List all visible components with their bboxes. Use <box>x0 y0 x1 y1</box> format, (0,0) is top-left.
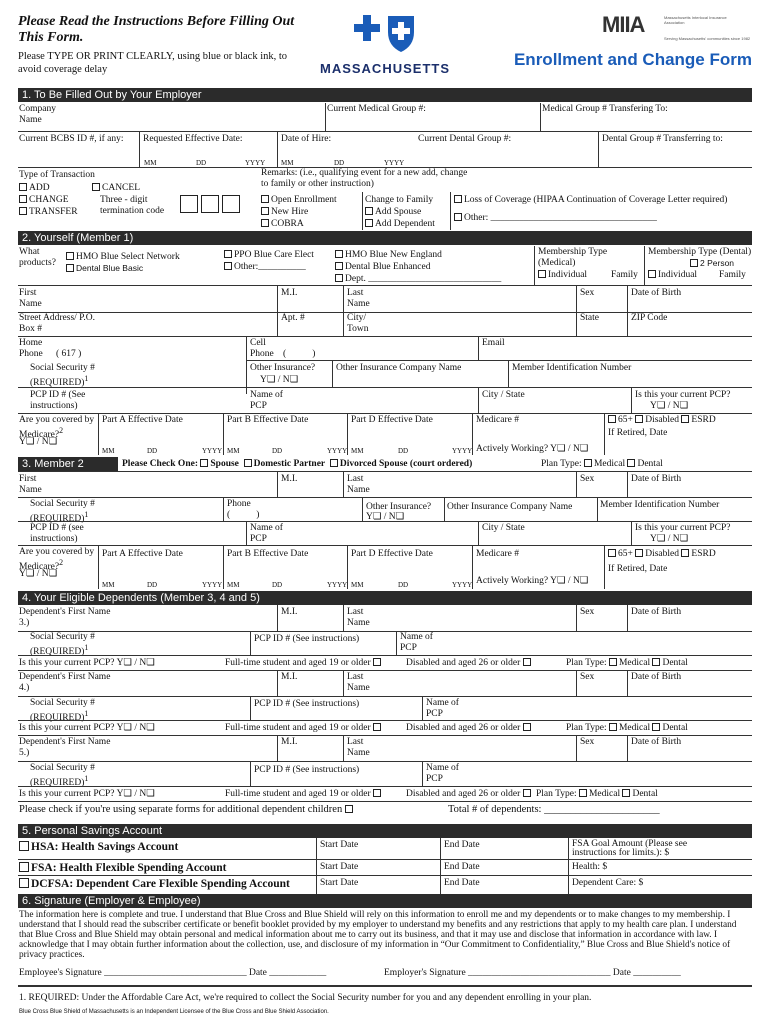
m2-first-name-label: First Name <box>19 474 42 495</box>
pcp-id-label: PCP ID # (See instructions) <box>30 390 86 411</box>
remarks-label: Remarks: (i.e., qualifying event for a new add, change to family or other instruction) <box>261 168 468 189</box>
mm-label: MM <box>102 447 115 455</box>
transfer-checkbox[interactable]: TRANSFER <box>19 207 78 218</box>
ssn-label: Social Security # (REQUIRED)$^1$ <box>30 363 95 388</box>
dep3-plan-type[interactable]: Plan Type: Medical Dental <box>566 658 688 668</box>
m2-medicare-status-checkboxes[interactable]: 65+ Disabled ESRD <box>608 549 716 560</box>
date-of-hire-label: Date of Hire: <box>281 134 332 144</box>
current-pcp-label: Is this your current PCP? <box>635 390 731 400</box>
dep3-first-name-label: Dependent's First Name 3.) <box>19 607 111 628</box>
employee-signature-field[interactable]: Employee's Signature ______________________________ Date ____________ <box>19 968 327 978</box>
member2-plan-type[interactable]: Plan Type: Medical Dental <box>541 459 663 469</box>
dd-label: DD <box>147 581 158 589</box>
type-of-transaction-label: Type of Transaction <box>19 170 95 180</box>
zip-label: ZIP Code <box>631 313 668 323</box>
mm-label: MM <box>351 581 364 589</box>
yyyy-label: YYYY <box>245 159 266 167</box>
m2-phone-area-code[interactable]: ( ) <box>227 510 260 520</box>
dep5-plan-type[interactable]: Plan Type: Medical Dental <box>536 789 658 799</box>
dep4-fulltime-checkbox[interactable]: Full-time student and aged 19 or older <box>225 723 383 734</box>
dep5-dob-label: Date of Birth <box>631 737 682 747</box>
home-phone-area-code[interactable]: ( 617 ) <box>56 349 82 359</box>
medicare-status-checkboxes[interactable]: 65+ Disabled ESRD <box>608 415 716 426</box>
hsa-checkbox[interactable]: HSA: Health Savings Account <box>19 841 178 853</box>
m2-city-state-label: City / State <box>482 523 525 533</box>
m2-last-name-label: Last Name <box>347 474 370 495</box>
member2-relationship[interactable]: Please Check One: Spouse Domestic Partner Divorced Spouse (court ordered) <box>122 459 473 469</box>
m2-dob-label: Date of Birth <box>631 474 682 484</box>
cell-phone-area-code[interactable]: ( ) <box>283 349 316 359</box>
m2-current-pcp-yn[interactable]: Y❏ / N❏ <box>650 534 689 544</box>
dd-label: DD <box>272 581 283 589</box>
other-transaction-checkbox[interactable]: Other: ___________________________________ <box>454 213 657 224</box>
current-bcbs-id-label: Current BCBS ID #, if any: <box>19 134 124 144</box>
mm-label: MM <box>102 581 115 589</box>
mm-label: MM <box>227 581 240 589</box>
dep5-ssn-label: Social Security # (REQUIRED)$^1$ <box>30 763 95 788</box>
medicare-label: Are you covered by Medicare?$^2$ <box>19 415 95 440</box>
cobra-checkbox[interactable]: COBRA <box>261 219 304 230</box>
employer-signature-field[interactable]: Employer's Signature ______________________________ Date __________ <box>384 968 681 978</box>
bcbs-shield-icon <box>350 12 420 54</box>
term-code-digit-3[interactable] <box>222 195 240 213</box>
if-retired-label: If Retired, Date <box>608 428 668 438</box>
other-insurance-yn[interactable]: Y❏ / N❏ <box>260 375 299 385</box>
apt-label: Apt. # <box>281 313 305 323</box>
add-spouse-checkbox[interactable]: Add Spouse <box>365 207 421 218</box>
dcfsa-end-label: End Date <box>444 878 480 888</box>
m2-other-ins-company-label: Other Insurance Company Name <box>447 502 573 512</box>
logo-text: MASSACHUSETTS <box>319 61 450 76</box>
medicare-yn[interactable]: Y❏ / N❏ <box>19 437 58 447</box>
hsa-end-label: End Date <box>444 840 480 850</box>
yyyy-label: YYYY <box>202 447 223 455</box>
medical-group-transfer-label: Medical Group # Transfering To: <box>542 104 668 114</box>
dep3-fulltime-checkbox[interactable]: Full-time student and aged 19 or older <box>225 658 383 669</box>
fsa-goal-label: FSA Goal Amount (Please see instructions for limits.): $ <box>572 839 688 858</box>
section-4-header: 4. Your Eligible Dependents (Member 3, 4 and 5) <box>18 591 752 605</box>
fsa-end-label: End Date <box>444 862 480 872</box>
m2-sex-label: Sex <box>580 474 595 484</box>
change-to-family-label: Change to Family <box>365 195 434 205</box>
dep4-sex-label: Sex <box>580 672 595 682</box>
m2-mi-label: M.I. <box>281 474 298 484</box>
medical-family-label: Family <box>611 270 638 280</box>
mm-label: MM <box>144 159 157 167</box>
section-3-header: 3. Member 2 <box>18 457 118 471</box>
name-of-pcp-label: Name of PCP <box>250 390 283 411</box>
requested-effective-date-label: Requested Effective Date: <box>143 134 243 144</box>
dept-checkbox[interactable]: Dept. ____________________________ <box>335 274 501 285</box>
other-product-checkbox[interactable]: Other:__________ <box>224 262 306 273</box>
required-footnote: 1. REQUIRED: Under the Affordable Care Act, we're required to collect the Social Security number for you and any dependent enrolling in your plan. <box>19 993 592 1003</box>
form-title: Enrollment and Change Form <box>513 50 752 69</box>
fsa-start-label: Start Date <box>320 862 359 872</box>
current-dental-group-label: Current Dental Group #: <box>418 134 512 144</box>
yyyy-label: YYYY <box>327 447 348 455</box>
part-b-label: Part B Effective Date <box>227 415 309 425</box>
bcbs-logo <box>315 12 455 74</box>
dep5-fulltime-checkbox[interactable]: Full-time student and aged 19 or older <box>225 789 383 800</box>
hmo-select-checkbox[interactable]: HMO Blue Select Network <box>66 252 180 263</box>
term-code-digit-2[interactable] <box>201 195 219 213</box>
add-checkbox[interactable]: ADD <box>19 183 50 194</box>
home-phone-label: Home Phone <box>19 338 43 359</box>
dob-label: Date of Birth <box>631 288 682 298</box>
dep4-mi-label: M.I. <box>281 672 298 682</box>
dd-label: DD <box>147 447 158 455</box>
hsa-start-label: Start Date <box>320 840 359 850</box>
dep5-name-of-pcp-label: Name of PCP <box>426 763 459 784</box>
company-name-label: Company Name <box>19 104 56 125</box>
dental-group-transfer-label: Dental Group # Transferring to: <box>602 134 723 144</box>
m2-part-b-label: Part B Effective Date <box>227 549 309 559</box>
health-amount-label: Health: $ <box>572 862 608 872</box>
dd-label: DD <box>196 159 207 167</box>
other-ins-company-label: Other Insurance Company Name <box>336 363 462 373</box>
m2-medicare-label: Are you covered by Medicare?$^2$ <box>19 547 95 572</box>
miia-logo <box>602 12 752 42</box>
termination-code-label: Three - digit termination code <box>100 195 165 216</box>
change-checkbox[interactable]: CHANGE <box>19 195 69 206</box>
first-name-label: First Name <box>19 288 42 309</box>
m2-member-id-label: Member Identification Number <box>600 500 720 510</box>
what-products-label: What products? <box>19 247 56 268</box>
yyyy-label: YYYY <box>384 159 405 167</box>
total-dependents-field[interactable]: Total # of dependents: ______________________ <box>448 804 660 815</box>
part-a-label: Part A Effective Date <box>102 415 183 425</box>
membership-type-dental-label: Membership Type (Dental) <box>648 247 752 257</box>
dep4-dob-label: Date of Birth <box>631 672 682 682</box>
dcfsa-checkbox[interactable]: DCFSA: Dependent Care Flexible Spending Account <box>19 878 290 890</box>
section-1-header: 1. To Be Filled Out by Your Employer <box>18 88 752 102</box>
email-label: Email <box>482 338 505 348</box>
m2-if-retired-label: If Retired, Date <box>608 564 668 574</box>
dcfsa-start-label: Start Date <box>320 878 359 888</box>
state-label: State <box>580 313 599 323</box>
dental-basic-checkbox[interactable]: Dental Blue Basic <box>66 263 143 274</box>
m2-part-a-label: Part A Effective Date <box>102 549 183 559</box>
open-enrollment-checkbox[interactable]: Open Enrollment <box>261 195 337 206</box>
dep4-pcp-id-label: PCP ID # (See instructions) <box>254 699 360 709</box>
dep3-ssn-label: Social Security # (REQUIRED)$^1$ <box>30 632 95 657</box>
membership-type-medical-label: Membership Type (Medical) <box>538 247 608 268</box>
dep5-current-pcp[interactable]: Is this your current PCP? Y❏ / N❏ <box>19 789 155 799</box>
dependent-care-amount-label: Dependent Care: $ <box>572 878 644 888</box>
actively-working[interactable]: Actively Working? Y❏ / N❏ <box>476 444 589 454</box>
m2-other-insurance-label: Other Insurance? <box>366 502 432 512</box>
separate-forms-checkbox[interactable]: Please check if you're using separate forms for additional dependent children <box>19 805 355 816</box>
m2-actively-working[interactable]: Actively Working? Y❏ / N❏ <box>476 576 589 586</box>
dep4-last-name-label: Last Name <box>347 672 370 693</box>
dep4-ssn-label: Social Security # (REQUIRED)$^1$ <box>30 698 95 723</box>
dep5-sex-label: Sex <box>580 737 595 747</box>
street-address-label: Street Address/ P.O. Box # <box>19 313 95 334</box>
m2-other-insurance-yn[interactable]: Y❏ / N❏ <box>366 512 405 522</box>
section-6-header: 6. Signature (Employer & Employee) <box>18 894 752 908</box>
city-town-label: City/ Town <box>347 313 369 334</box>
medicare-number-label: Medicare # <box>476 415 519 425</box>
dental-individual-checkbox[interactable]: Individual <box>648 270 697 281</box>
new-hire-checkbox[interactable]: New Hire <box>261 207 308 218</box>
last-name-label: Last Name <box>347 288 370 309</box>
miia-text: MIIA <box>602 12 645 37</box>
add-dependent-checkbox[interactable]: Add Dependent <box>365 219 435 230</box>
yyyy-label: YYYY <box>202 581 223 589</box>
dental-enhanced-checkbox[interactable]: Dental Blue Enhanced <box>335 262 430 273</box>
dep3-pcp-id-label: PCP ID # (See instructions) <box>254 634 360 644</box>
m2-part-d-label: Part D Effective Date <box>351 549 433 559</box>
yyyy-label: YYYY <box>327 581 348 589</box>
dental-family-label: Family <box>719 270 746 280</box>
miia-sub: Massachusetts Interlocal Insurance Association <box>664 15 727 25</box>
sex-label: Sex <box>580 288 595 298</box>
yyyy-label: YYYY <box>452 581 473 589</box>
other-insurance-label: Other Insurance? <box>250 363 316 373</box>
ppo-elect-checkbox[interactable]: PPO Blue Care Elect <box>224 250 314 261</box>
dd-label: DD <box>334 159 345 167</box>
yyyy-label: YYYY <box>452 447 473 455</box>
dep4-name-of-pcp-label: Name of PCP <box>426 698 459 719</box>
dep5-last-name-label: Last Name <box>347 737 370 758</box>
m2-pcp-id-label: PCP ID # (see instructions) <box>30 523 84 544</box>
mm-label: MM <box>281 159 294 167</box>
dental-2-person-checkbox[interactable]: 2 Person <box>690 258 734 269</box>
m2-medicare-yn[interactable]: Y❏ / N❏ <box>19 569 58 579</box>
dep3-dob-label: Date of Birth <box>631 607 682 617</box>
miia-tagline: Serving Massachusetts' communities since 1982 <box>664 36 751 41</box>
hmo-ne-checkbox[interactable]: HMO Blue New England <box>335 250 442 261</box>
member-id-label: Member Identification Number <box>512 363 632 373</box>
dep4-first-name-label: Dependent's First Name 4.) <box>19 672 111 693</box>
cancel-checkbox[interactable]: CANCEL <box>92 183 140 194</box>
city-state-label: City / State <box>482 390 525 400</box>
mm-label: MM <box>351 447 364 455</box>
m2-current-pcp-label: Is this your current PCP? <box>635 523 731 533</box>
loss-of-coverage-checkbox[interactable]: Loss of Coverage (HIPAA Continuation of Coverage Letter required) <box>454 195 727 206</box>
type-print-instruction: Please TYPE OR PRINT CLEARLY, using blue or black ink, to avoid coverage delay <box>18 51 288 75</box>
current-pcp-yn[interactable]: Y❏ / N❏ <box>650 401 689 411</box>
instructions-title: Please Read the Instructions Before Filling Out This Form. <box>18 14 295 45</box>
section-2-header: 2. Yourself (Member 1) <box>18 231 752 245</box>
m2-phone-label: Phone <box>227 499 251 509</box>
dep3-name-of-pcp-label: Name of PCP <box>400 632 433 653</box>
m2-name-of-pcp-label: Name of PCP <box>250 523 283 544</box>
cell-phone-label: Cell Phone <box>250 338 274 359</box>
dep3-sex-label: Sex <box>580 607 595 617</box>
current-medical-group-label: Current Medical Group #: <box>327 104 426 114</box>
term-code-digit-1[interactable] <box>180 195 198 213</box>
dep4-plan-type[interactable]: Plan Type: Medical Dental <box>566 723 688 733</box>
mm-label: MM <box>227 447 240 455</box>
m2-medicare-number-label: Medicare # <box>476 549 519 559</box>
dep3-mi-label: M.I. <box>281 607 298 617</box>
licensee-footnote: Blue Cross Blue Shield of Massachusetts is an Independent Licensee of the Blue Cross and Blue Shield Association. <box>19 1009 329 1015</box>
part-d-label: Part D Effective Date <box>351 415 433 425</box>
dd-label: DD <box>272 447 283 455</box>
medical-individual-checkbox[interactable]: Individual <box>538 270 587 281</box>
m2-ssn-label: Social Security # (REQUIRED)$^1$ <box>30 499 95 524</box>
dep5-pcp-id-label: PCP ID # (See instructions) <box>254 765 360 775</box>
dep5-first-name-label: Dependent's First Name 5.) <box>19 737 111 758</box>
dd-label: DD <box>398 447 409 455</box>
dep3-disabled-checkbox[interactable]: Disabled and aged 26 or older <box>406 658 533 669</box>
fsa-checkbox[interactable]: FSA: Health Flexible Spending Account <box>19 862 227 874</box>
signature-statement: The information here is complete and true. I understand that Blue Cross and Blue Shield will rely on this information to enroll me and my dependents or to make changes to my membership. I understand that I should read the subscriber certificate or benefit booklet provided by my employer to understand my benefits and any restrictions that apply to my health care plan. I understand that Blue Cross and Blue Shield may obtain personal and medical information about me to carry out its business, and that it may use and disclose that information in accordance with law. I acknowledge that I may obtain further information about the collection, use, and disclosure of my information in “Our Commitment to Confidentiality,” Blue Cross and Blue Shield's notice of privacy practices. <box>19 910 737 960</box>
mi-label: M.I. <box>281 288 298 298</box>
section-5-header: 5. Personal Savings Account <box>18 824 752 838</box>
dep5-mi-label: M.I. <box>281 737 298 747</box>
dep5-disabled-checkbox[interactable]: Disabled and aged 26 or older <box>406 789 533 800</box>
dep4-disabled-checkbox[interactable]: Disabled and aged 26 or older <box>406 723 533 734</box>
dep4-current-pcp[interactable]: Is this your current PCP? Y❏ / N❏ <box>19 723 155 733</box>
dep3-current-pcp[interactable]: Is this your current PCP? Y❏ / N❏ <box>19 658 155 668</box>
dep3-last-name-label: Last Name <box>347 607 370 628</box>
dd-label: DD <box>398 581 409 589</box>
